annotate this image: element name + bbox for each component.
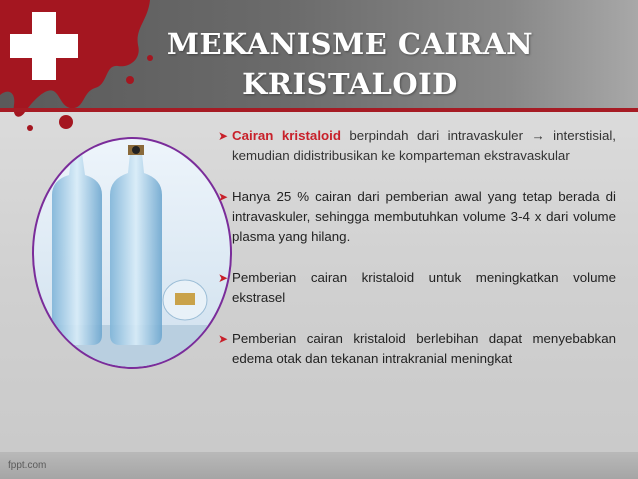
bullet-highlight: Cairan kristaloid xyxy=(232,128,341,143)
infusion-bottles-image xyxy=(30,135,235,371)
arrow-bullet-icon: ➤ xyxy=(218,271,229,285)
page-title xyxy=(165,24,535,104)
bullet-text: Pemberian cairan kristaloid untuk meningkatkan volume ekstrasel xyxy=(232,270,616,305)
title-divider xyxy=(0,108,638,112)
bullet-item-1 xyxy=(218,126,616,166)
bullet-list xyxy=(218,126,616,390)
footer-bar xyxy=(0,452,638,479)
arrow-bullet-icon: ➤ xyxy=(218,332,229,346)
bullet-item-2 xyxy=(218,187,616,247)
arrow-bullet-icon: ➤ xyxy=(218,129,229,143)
title-line-2: KRISTALOID xyxy=(242,67,458,101)
medical-cross-splatter-icon xyxy=(0,0,160,140)
bullet-text: Pemberian cairan kristaloid berlebihan dapat menyebabkan edema otak dan tekanan intrakranial meningkat xyxy=(232,331,616,366)
bullet-item-4 xyxy=(218,329,616,369)
arrow-bullet-icon: ➤ xyxy=(218,190,229,204)
footer-brand: fppt.com xyxy=(8,460,47,471)
bullet-text: berpindah dari intravaskuler → interstisial, kemudian didistribusikan ke komparteman ekstravaskular xyxy=(232,128,616,163)
bullet-text: Hanya 25 % cairan dari pemberian awal yang tetap berada di intravaskuler, sehingga membutuhkan volume 3-4 x dari volume plasma yang hilang. xyxy=(232,189,616,244)
title-line-1: MEKANISME CAIRAN xyxy=(166,27,534,61)
bullet-item-3 xyxy=(218,268,616,308)
